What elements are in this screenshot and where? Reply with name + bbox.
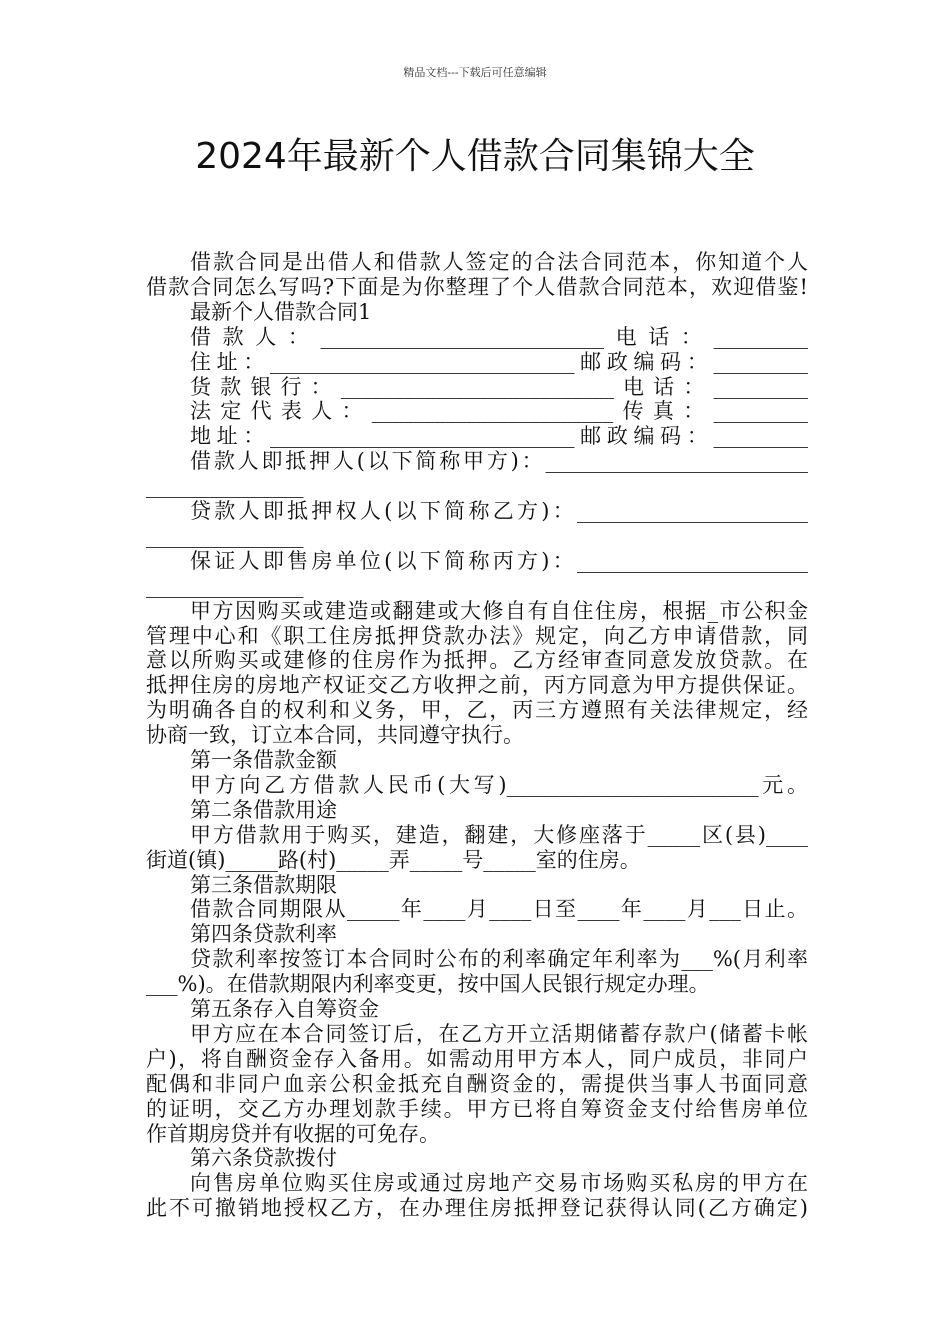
text-line: 为明确各自的权利和义务，甲，乙，丙三方遵照有关法律规定，经 [146, 698, 808, 723]
text-line: 贷款利率按签订本合同时公布的利率确定年利率为___%(月利率 [190, 947, 808, 972]
text-line: 甲方因购买或建造或翻建或大修自有自住住房，根据_市公积金 [190, 598, 808, 623]
text-line: 保证人即售房单位(以下简称丙方)：______________________ [190, 548, 808, 573]
text-line: 抵押住房的房地产权证交乙方收押之前，丙方同意为甲方提供保证。 [146, 673, 808, 698]
text-line: 贷款人即抵押权人(以下简称乙方)：______________________ [190, 499, 808, 523]
text-line: ___%)。在借款期限内利率变更，按中国人民银行规定办理。 [146, 972, 710, 997]
text-line: 意以所购买或建修的住房作为抵押。乙方经审查同意发放贷款。在 [146, 648, 808, 673]
text-line: 向售房单位购买住房或通过房地产交易市场购买私房的甲方在 [190, 1171, 808, 1196]
text-line: 街道(镇)_____路(村)_____弄_____号_____室的住房。 [146, 847, 641, 872]
text-line: 第六条贷款拨付 [190, 1146, 337, 1171]
text-line: 甲方借款用于购买，建造，翻建，大修座落于_____区(县)____ [190, 822, 808, 847]
text-line: 第一条借款金额 [190, 748, 337, 772]
text-line: 配偶和非同户血亲公积金抵充自酬资金的，需提供当事人书面同意 [146, 1071, 808, 1096]
text-line: 货款银行：__________________________电话：_________ [190, 374, 808, 399]
document-title: 2024年最新个人借款合同集锦大全 [195, 136, 755, 177]
text-line: 住址：_____________________________邮政编码：_________ [190, 349, 808, 374]
text-line: _______________ [146, 573, 304, 598]
text-line: 借款人即抵押人(以下简称甲方)：_________________________ [190, 449, 808, 474]
text-line: 此不可撤销地授权乙方，在办理住房抵押登记获得认同(乙方确定) [146, 1196, 808, 1221]
text-line: 借款合同期限从_____年____月____日至____年____月___日止。 [190, 897, 808, 922]
text-line: 第五条存入自筹资金 [190, 997, 379, 1021]
text-line: 户)，将自酬资金存入备用。如需动用甲方本人，同户成员，非同户 [146, 1046, 808, 1071]
text-line: 管理中心和《职工住房抵押贷款办法》规定，向乙方申请借款，同 [146, 623, 808, 648]
text-line: 第三条借款期限 [190, 872, 337, 897]
text-line: 甲方应在本合同签订后，在乙方开立活期储蓄存款户(储蓄卡帐 [190, 1021, 808, 1046]
text-line: 甲方向乙方借款人民币(大写)________________________元。 [190, 772, 808, 797]
text-line: 第二条借款用途 [190, 797, 337, 822]
page-header: 精品文档---下载后可任意编辑 [403, 66, 547, 79]
text-line: 最新个人借款合同1 [190, 299, 372, 324]
text-line: 地址：_____________________________邮政编码：_________ [190, 424, 808, 449]
text-line: 协商一致，订立本合同，共同遵守执行。 [146, 723, 524, 748]
text-line: 借款合同怎么写吗?下面是为你整理了个人借款合同范本，欢迎借鉴! [146, 274, 808, 299]
text-line: 借款人：___________________________电话：_________ [190, 324, 808, 349]
text-line: 的证明，交乙方办理划款手续。甲方已将自筹资金支付给售房单位 [146, 1096, 808, 1121]
text-line: 法定代表人：_______________________传真：_________ [190, 399, 808, 424]
text-line: 作首期房贷并有收据的可免存。 [146, 1121, 440, 1146]
text-line: 第四条贷款利率 [190, 922, 337, 947]
text-line: 借款合同是出借人和借款人签定的合法合同范本，你知道个人 [190, 250, 808, 274]
text-line: _______________ [146, 474, 304, 499]
text-line: _______________ [146, 523, 304, 548]
